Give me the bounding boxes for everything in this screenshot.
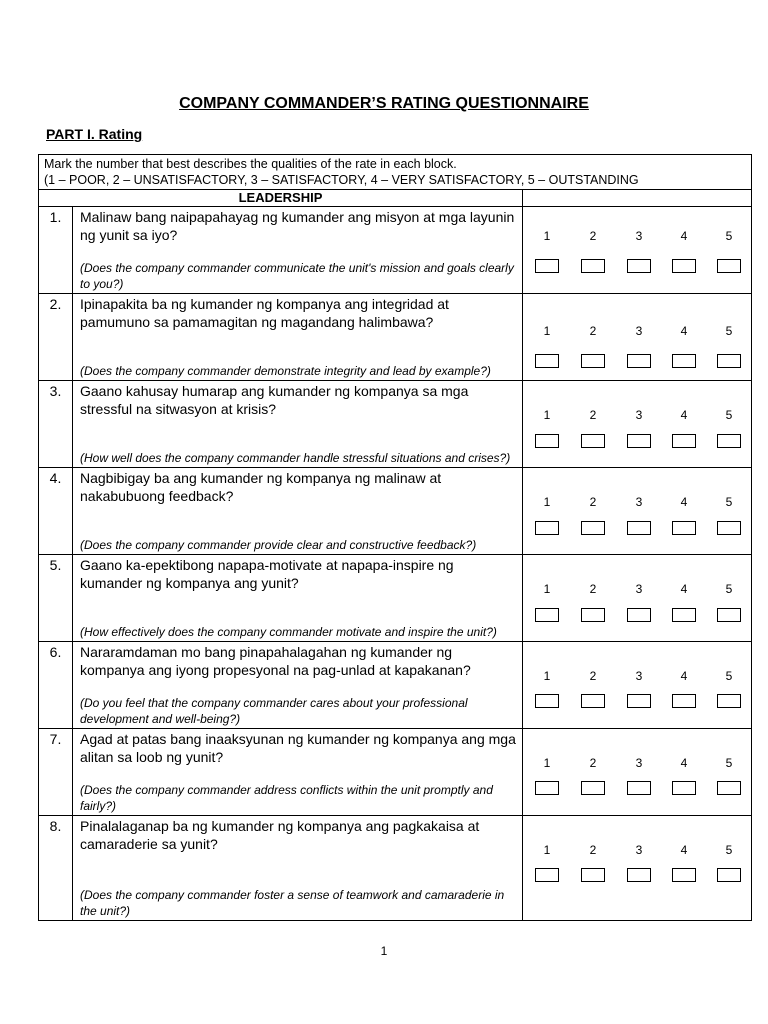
rating-checkbox-5[interactable] — [717, 521, 741, 535]
scale-number-3: 3 — [635, 582, 643, 596]
rating-scale — [523, 729, 751, 815]
document-title: COMPANY COMMANDER’S RATING QUESTIONNAIRE — [179, 95, 589, 112]
question-row — [39, 816, 751, 920]
section-title: LEADERSHIP — [39, 190, 523, 206]
scale-numbers — [523, 669, 751, 683]
question-text: Nararamdaman mo bang pinapahalagahan ng kumander ng kompanya ang iyong propesyonal na pag-unlad at kapakanan? — [80, 644, 471, 678]
rating-checkbox-2[interactable] — [581, 259, 605, 273]
rating-checkbox-5[interactable] — [717, 434, 741, 448]
question-text-cell — [73, 729, 523, 815]
question-text: Agad at patas bang inaaksyunan ng kumander ng kompanya ang mga alitan sa loob ng yunit? — [80, 731, 516, 765]
scale-number-5: 5 — [725, 229, 733, 243]
section-blank-cell — [523, 190, 751, 206]
rating-checkbox-4[interactable] — [672, 434, 696, 448]
rating-scale — [523, 207, 751, 293]
scale-number-1: 1 — [543, 408, 551, 422]
rating-checkbox-1[interactable] — [535, 608, 559, 622]
rating-checkbox-5[interactable] — [717, 781, 741, 795]
rating-checkbox-1[interactable] — [535, 868, 559, 882]
rating-checkbox-2[interactable] — [581, 868, 605, 882]
scale-numbers — [523, 495, 751, 509]
question-text: Nagbibigay ba ang kumander ng kompanya ng malinaw at nakabubuong feedback? — [80, 470, 442, 504]
scale-number-4: 4 — [680, 843, 688, 857]
rating-checkbox-3[interactable] — [627, 259, 651, 273]
scale-number-2: 2 — [589, 229, 597, 243]
rating-checkbox-1[interactable] — [535, 434, 559, 448]
question-number: 8. — [39, 816, 73, 920]
rating-checkbox-2[interactable] — [581, 608, 605, 622]
question-translation: (Does the company commander provide clear and constructive feedback?) — [80, 538, 477, 552]
scale-number-1: 1 — [543, 756, 551, 770]
scale-number-1: 1 — [543, 495, 551, 509]
rating-scale — [523, 816, 751, 920]
rating-checkbox-3[interactable] — [627, 521, 651, 535]
scale-number-5: 5 — [725, 582, 733, 596]
rating-checkbox-3[interactable] — [627, 781, 651, 795]
question-text-cell — [73, 642, 523, 728]
page-number: 1 — [380, 944, 388, 958]
scale-number-2: 2 — [589, 495, 597, 509]
scale-boxes — [523, 781, 751, 795]
question-text: Pinalalaganap ba ng kumander ng kompanya ang pagkakaisa at camaraderie sa yunit? — [80, 818, 480, 852]
question-row — [39, 555, 751, 642]
scale-number-1: 1 — [543, 229, 551, 243]
instructions-line-2: (1 – POOR, 2 – UNSATISFACTORY, 3 – SATISFACTORY, 4 – VERY SATISFACTORY, 5 – OUTSTANDING — [44, 173, 639, 187]
scale-boxes — [523, 354, 751, 368]
rating-checkbox-1[interactable] — [535, 354, 559, 368]
section-header-row — [39, 190, 751, 207]
rating-checkbox-3[interactable] — [627, 434, 651, 448]
question-text: Malinaw bang naipapahayag ng kumander ang misyon at mga layunin ng yunit sa iyo? — [80, 209, 515, 243]
instructions-line-1: Mark the number that best describes the qualities of the rate in each block. — [44, 157, 457, 171]
rating-scale — [523, 381, 751, 467]
scale-number-3: 3 — [635, 843, 643, 857]
scale-number-5: 5 — [725, 843, 733, 857]
rating-checkbox-1[interactable] — [535, 521, 559, 535]
scale-number-4: 4 — [680, 756, 688, 770]
scale-number-1: 1 — [543, 324, 551, 338]
question-text: Gaano kahusay humarap ang kumander ng kompanya sa mga stressful na sitwasyon at krisis? — [80, 383, 469, 417]
scale-boxes — [523, 434, 751, 448]
scale-number-1: 1 — [543, 582, 551, 596]
rating-checkbox-5[interactable] — [717, 259, 741, 273]
scale-boxes — [523, 694, 751, 708]
scale-number-1: 1 — [543, 669, 551, 683]
question-translation: (How effectively does the company commander motivate and inspire the unit?) — [80, 625, 497, 639]
scale-number-2: 2 — [589, 582, 597, 596]
question-number: 5. — [39, 555, 73, 641]
scale-numbers — [523, 843, 751, 857]
scale-number-5: 5 — [725, 324, 733, 338]
question-text: Ipinapakita ba ng kumander ng kompanya ang integridad at pamumuno sa pamamagitan ng magandang halimbawa? — [80, 296, 449, 330]
rating-checkbox-2[interactable] — [581, 354, 605, 368]
question-number: 4. — [39, 468, 73, 554]
rating-checkbox-2[interactable] — [581, 434, 605, 448]
question-translation: (Does the company commander foster a sense of teamwork and camaraderie in the unit?) — [80, 888, 505, 918]
rating-checkbox-4[interactable] — [672, 354, 696, 368]
question-text-cell — [73, 816, 523, 920]
question-row — [39, 642, 751, 729]
scale-numbers — [523, 408, 751, 422]
scale-numbers — [523, 756, 751, 770]
scale-number-2: 2 — [589, 756, 597, 770]
question-translation: (Do you feel that the company commander cares about your professional development and well-being?) — [80, 696, 468, 726]
scale-number-2: 2 — [589, 669, 597, 683]
question-translation: (Does the company commander demonstrate integrity and lead by example?) — [80, 364, 491, 378]
question-number: 6. — [39, 642, 73, 728]
scale-number-4: 4 — [680, 669, 688, 683]
question-translation: (Does the company commander communicate the unit's mission and goals clearly to you?) — [80, 261, 514, 291]
rating-scale — [523, 555, 751, 641]
rating-checkbox-3[interactable] — [627, 354, 651, 368]
question-row — [39, 381, 751, 468]
question-row — [39, 294, 751, 381]
question-number: 2. — [39, 294, 73, 380]
rating-checkbox-4[interactable] — [672, 259, 696, 273]
question-text-cell — [73, 468, 523, 554]
scale-number-3: 3 — [635, 756, 643, 770]
rating-checkbox-4[interactable] — [672, 608, 696, 622]
rating-scale — [523, 294, 751, 380]
question-row — [39, 468, 751, 555]
rating-checkbox-5[interactable] — [717, 608, 741, 622]
scale-numbers — [523, 324, 751, 338]
rating-scale — [523, 642, 751, 728]
rating-checkbox-3[interactable] — [627, 868, 651, 882]
scale-number-4: 4 — [680, 495, 688, 509]
rating-checkbox-2[interactable] — [581, 694, 605, 708]
question-translation: (How well does the company commander handle stressful situations and crises?) — [80, 451, 511, 465]
scale-number-4: 4 — [680, 324, 688, 338]
scale-number-5: 5 — [725, 495, 733, 509]
scale-number-3: 3 — [635, 669, 643, 683]
scale-number-2: 2 — [589, 324, 597, 338]
rating-checkbox-4[interactable] — [672, 868, 696, 882]
rating-scale — [523, 468, 751, 554]
question-translation: (Does the company commander address conflicts within the unit promptly and fairly?) — [80, 783, 493, 813]
rating-checkbox-2[interactable] — [581, 781, 605, 795]
scale-number-5: 5 — [725, 756, 733, 770]
rating-checkbox-3[interactable] — [627, 694, 651, 708]
instructions — [39, 155, 751, 190]
scale-number-3: 3 — [635, 408, 643, 422]
scale-boxes — [523, 259, 751, 273]
scale-number-3: 3 — [635, 229, 643, 243]
question-list — [39, 207, 751, 920]
scale-number-3: 3 — [635, 324, 643, 338]
scale-number-2: 2 — [589, 408, 597, 422]
scale-number-1: 1 — [543, 843, 551, 857]
rating-checkbox-5[interactable] — [717, 694, 741, 708]
scale-number-4: 4 — [680, 229, 688, 243]
question-text-cell — [73, 381, 523, 467]
rating-checkbox-3[interactable] — [627, 608, 651, 622]
question-text-cell — [73, 294, 523, 380]
scale-number-5: 5 — [725, 408, 733, 422]
question-number: 3. — [39, 381, 73, 467]
scale-number-4: 4 — [680, 408, 688, 422]
question-text: Gaano ka-epektibong napapa-motivate at napapa-inspire ng kumander ng kompanya ang yunit? — [80, 557, 454, 591]
part-title: PART I. Rating — [46, 126, 143, 142]
scale-boxes — [523, 608, 751, 622]
scale-numbers — [523, 229, 751, 243]
rating-checkbox-5[interactable] — [717, 354, 741, 368]
question-number: 7. — [39, 729, 73, 815]
rating-checkbox-2[interactable] — [581, 521, 605, 535]
question-number: 1. — [39, 207, 73, 293]
question-row — [39, 207, 751, 294]
scale-number-3: 3 — [635, 495, 643, 509]
rating-checkbox-1[interactable] — [535, 694, 559, 708]
scale-number-5: 5 — [725, 669, 733, 683]
rating-checkbox-4[interactable] — [672, 521, 696, 535]
rating-table — [38, 154, 752, 921]
question-text-cell — [73, 555, 523, 641]
question-text-cell — [73, 207, 523, 293]
scale-number-2: 2 — [589, 843, 597, 857]
rating-checkbox-4[interactable] — [672, 781, 696, 795]
scale-boxes — [523, 521, 751, 535]
scale-numbers — [523, 582, 751, 596]
rating-checkbox-1[interactable] — [535, 781, 559, 795]
rating-checkbox-1[interactable] — [535, 259, 559, 273]
rating-checkbox-5[interactable] — [717, 868, 741, 882]
question-row — [39, 729, 751, 816]
scale-number-4: 4 — [680, 582, 688, 596]
scale-boxes — [523, 868, 751, 882]
rating-checkbox-4[interactable] — [672, 694, 696, 708]
